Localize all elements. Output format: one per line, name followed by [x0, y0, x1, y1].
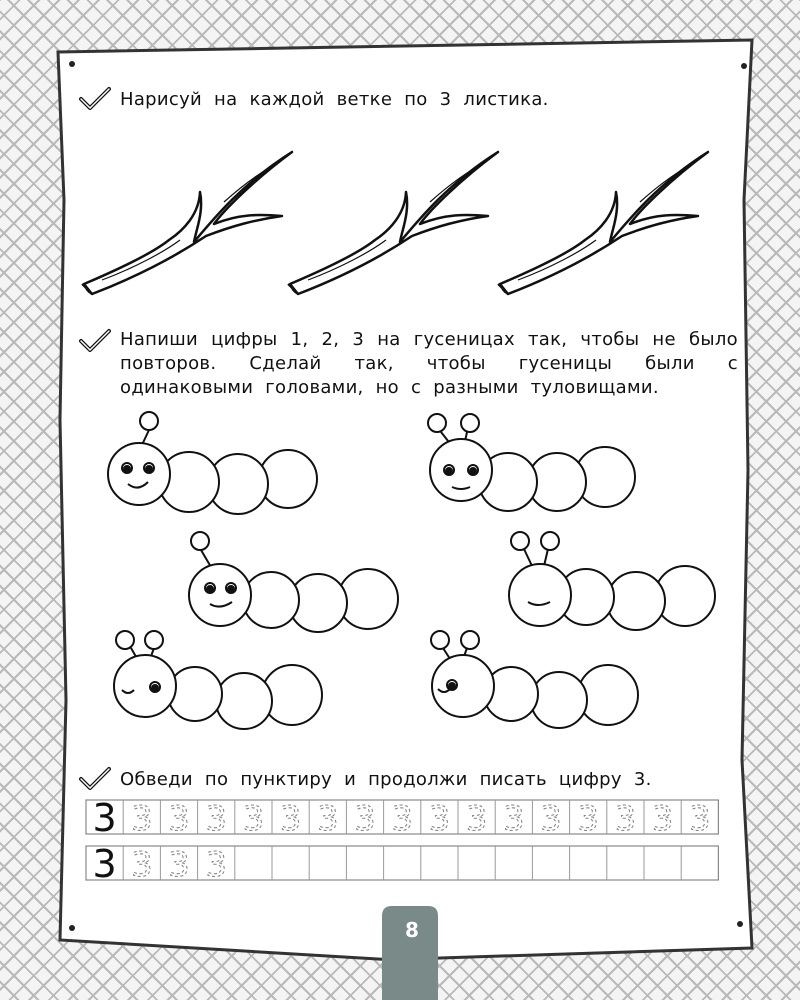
trace-digit[interactable]: 3	[465, 799, 488, 839]
trace-digit[interactable]: 3	[130, 799, 153, 839]
sample-digit: 3	[92, 796, 117, 840]
trace-digit[interactable]: 3	[316, 799, 339, 839]
trace-digit[interactable]: 3	[540, 799, 562, 839]
trace-digit[interactable]: 3	[354, 799, 376, 839]
trace-digit[interactable]: 3	[279, 799, 302, 839]
trace-digit[interactable]: 3	[242, 799, 265, 839]
task-2-instruction: Напиши цифры 1, 2, 3 на гусеницах так, чтобы не было повторов. Сделай так, чтобы гусеницы были с одинаковыми головами, но с разными туловищами.	[120, 329, 738, 398]
trace-digit[interactable]: 3	[130, 845, 153, 885]
trace-digit[interactable]: 3	[391, 799, 414, 839]
trace-digit[interactable]: 3	[502, 799, 525, 839]
trace-digit[interactable]: 3	[168, 799, 190, 839]
trace-digit[interactable]: 3	[577, 799, 600, 839]
trace-digit[interactable]: 3	[428, 799, 451, 839]
task-1-instruction: Нарисуй на каждой ветке по 3 листика.	[120, 89, 549, 110]
page-number: 8	[405, 918, 419, 942]
trace-digit[interactable]: 3	[168, 845, 190, 885]
task-3-instruction: Обведи по пунктиру и продолжи писать цифру 3.	[120, 769, 652, 790]
trace-digit[interactable]: 3	[205, 799, 228, 839]
trace-digit[interactable]: 3	[614, 799, 637, 839]
trace-digit[interactable]: 3	[688, 799, 711, 839]
sample-digit: 3	[92, 842, 117, 886]
trace-digit[interactable]: 3	[651, 799, 674, 839]
trace-digit[interactable]: 3	[205, 845, 228, 885]
